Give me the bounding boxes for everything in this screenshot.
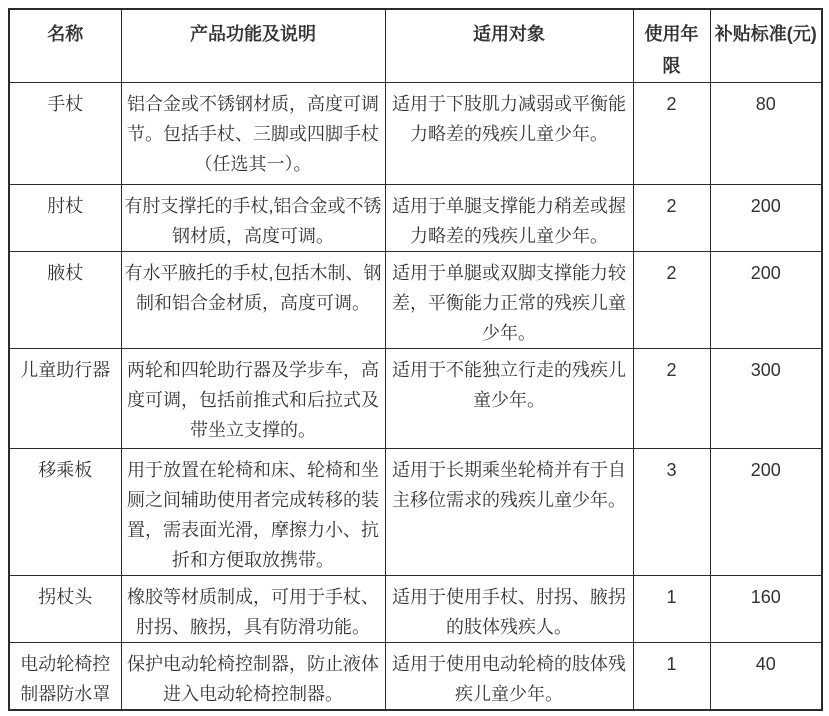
table-row [9,576,822,643]
cell-name: 拐杖头 [9,576,121,643]
table-row [9,83,822,185]
cell-service-years: 3 [633,449,710,576]
table-row [9,252,822,349]
header-target: 适用对象 [385,9,633,83]
cell-description: 两轮和四轮助行器及学步车，高度可调，包括前推式和后拉式及带坐立支撑的。 [121,349,385,449]
cell-description: 有肘支撑托的手杖,铝合金或不锈钢材质，高度可调。 [121,185,385,252]
table-row [9,643,822,711]
header-service-years: 使用年限 [633,9,710,83]
cell-service-years: 2 [633,252,710,349]
table-row [9,349,822,449]
cell-name: 腋杖 [9,252,121,349]
cell-name: 移乘板 [9,449,121,576]
cell-description: 铝合金或不锈钢材质，高度可调节。包括手杖、三脚或四脚手杖（任选其一）。 [121,83,385,185]
cell-subsidy: 200 [710,185,822,252]
cell-description: 橡胶等材质制成，可用于手杖、肘拐、腋拐，具有防滑功能。 [121,576,385,643]
header-subsidy: 补贴标准(元) [710,9,822,83]
cell-service-years: 1 [633,643,710,711]
cell-service-years: 2 [633,185,710,252]
cell-service-years: 2 [633,83,710,185]
table-row [9,449,822,576]
cell-target: 适用于使用电动轮椅的肢体残疾儿童少年。 [385,643,633,711]
subsidy-table [8,8,823,711]
cell-subsidy: 160 [710,576,822,643]
cell-service-years: 1 [633,576,710,643]
cell-target: 适用于长期乘坐轮椅并有于自主移位需求的残疾儿童少年。 [385,449,633,576]
cell-subsidy: 200 [710,449,822,576]
cell-target: 适用于下肢肌力减弱或平衡能力略差的残疾儿童少年。 [385,83,633,185]
header-description: 产品功能及说明 [121,9,385,83]
cell-subsidy: 40 [710,643,822,711]
cell-name: 肘杖 [9,185,121,252]
cell-name: 手杖 [9,83,121,185]
cell-name: 儿童助行器 [9,349,121,449]
cell-subsidy: 300 [710,349,822,449]
cell-target: 适用于单腿支撑能力稍差或握力略差的残疾儿童少年。 [385,185,633,252]
cell-description: 用于放置在轮椅和床、轮椅和坐厕之间辅助使用者完成转移的装置，需表面光滑，摩擦力小、抗折和方便取放携带。 [121,449,385,576]
cell-target: 适用于使用手杖、肘拐、腋拐的肢体残疾人。 [385,576,633,643]
header-name: 名称 [9,9,121,83]
table-body [9,83,822,711]
cell-description: 有水平腋托的手杖,包括木制、钢制和铝合金材质，高度可调。 [121,252,385,349]
cell-target: 适用于单腿或双脚支撑能力较差，平衡能力正常的残疾儿童少年。 [385,252,633,349]
cell-service-years: 2 [633,349,710,449]
cell-subsidy: 200 [710,252,822,349]
cell-target: 适用于不能独立行走的残疾儿童少年。 [385,349,633,449]
header-row [9,9,822,83]
cell-name: 电动轮椅控制器防水罩 [9,643,121,711]
table-row [9,185,822,252]
cell-description: 保护电动轮椅控制器，防止液体进入电动轮椅控制器。 [121,643,385,711]
cell-subsidy: 80 [710,83,822,185]
